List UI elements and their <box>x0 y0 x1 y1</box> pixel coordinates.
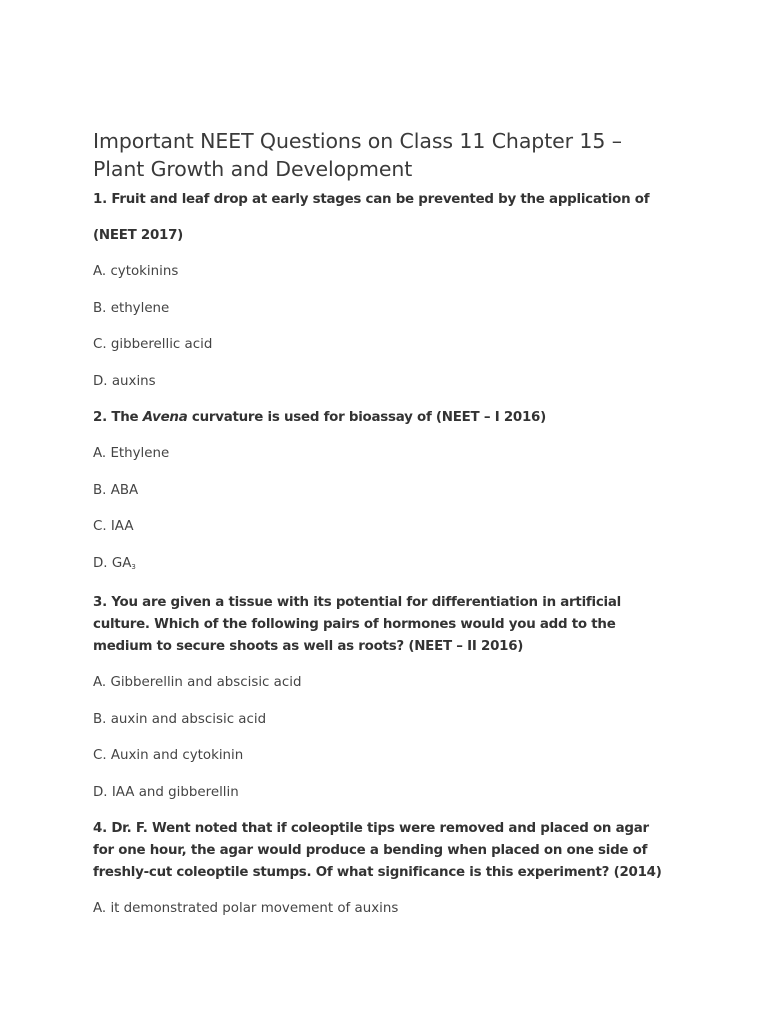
question-1-option-d: D. auxins <box>93 373 156 389</box>
document-page <box>93 127 673 935</box>
question-4: 4. Dr. F. Went noted that if coleoptile tips were removed and placed on agar for one hour, the agar would produce a bending when placed on one side of freshly-cut coleoptile stumps. Of what significance is this experiment? (2014) <box>93 821 662 880</box>
question-2-option-a: A. Ethylene <box>93 446 170 461</box>
question-2 <box>93 407 673 429</box>
question-2-option-c: C. IAA <box>93 519 134 534</box>
question-4-option-a: A. it demonstrated polar movement of auxins <box>93 901 399 916</box>
question-2-option-d-subscript: 3 <box>131 562 136 571</box>
question-3-option-b: B. auxin and abscisic acid <box>93 711 267 727</box>
question-1-option-b: B. ethylene <box>93 300 170 316</box>
question-1-year: (NEET 2017) <box>93 228 184 243</box>
question-2-italic-term: Avena <box>142 410 188 425</box>
question-3-option-d: D. IAA and gibberellin <box>93 784 239 800</box>
question-2-option-b: B. ABA <box>93 482 139 498</box>
question-3: 3. You are given a tissue with its potential for differentiation in artificial culture. Which of the following pairs of hormones would you add to the medium to secure shoots as well as roots? (NEET – II 2016) <box>93 595 621 654</box>
question-2-prefix: 2. The <box>93 410 143 425</box>
question-2-option-d <box>93 553 673 578</box>
question-3-option-a: A. Gibberellin and abscisic acid <box>93 675 302 690</box>
page-title: Important NEET Questions on Class 11 Chapter 15 – Plant Growth and Development <box>93 129 622 181</box>
question-1-option-c: C. gibberellic acid <box>93 337 213 352</box>
question-3-option-c: C. Auxin and cytokinin <box>93 748 244 763</box>
question-1-option-a: A. cytokinins <box>93 264 179 279</box>
question-2-option-d-text: D. GA <box>93 555 132 571</box>
question-2-suffix: curvature is used for bioassay of (NEET – I 2016) <box>187 410 546 425</box>
question-1: 1. Fruit and leaf drop at early stages can be prevented by the application of <box>93 192 650 207</box>
